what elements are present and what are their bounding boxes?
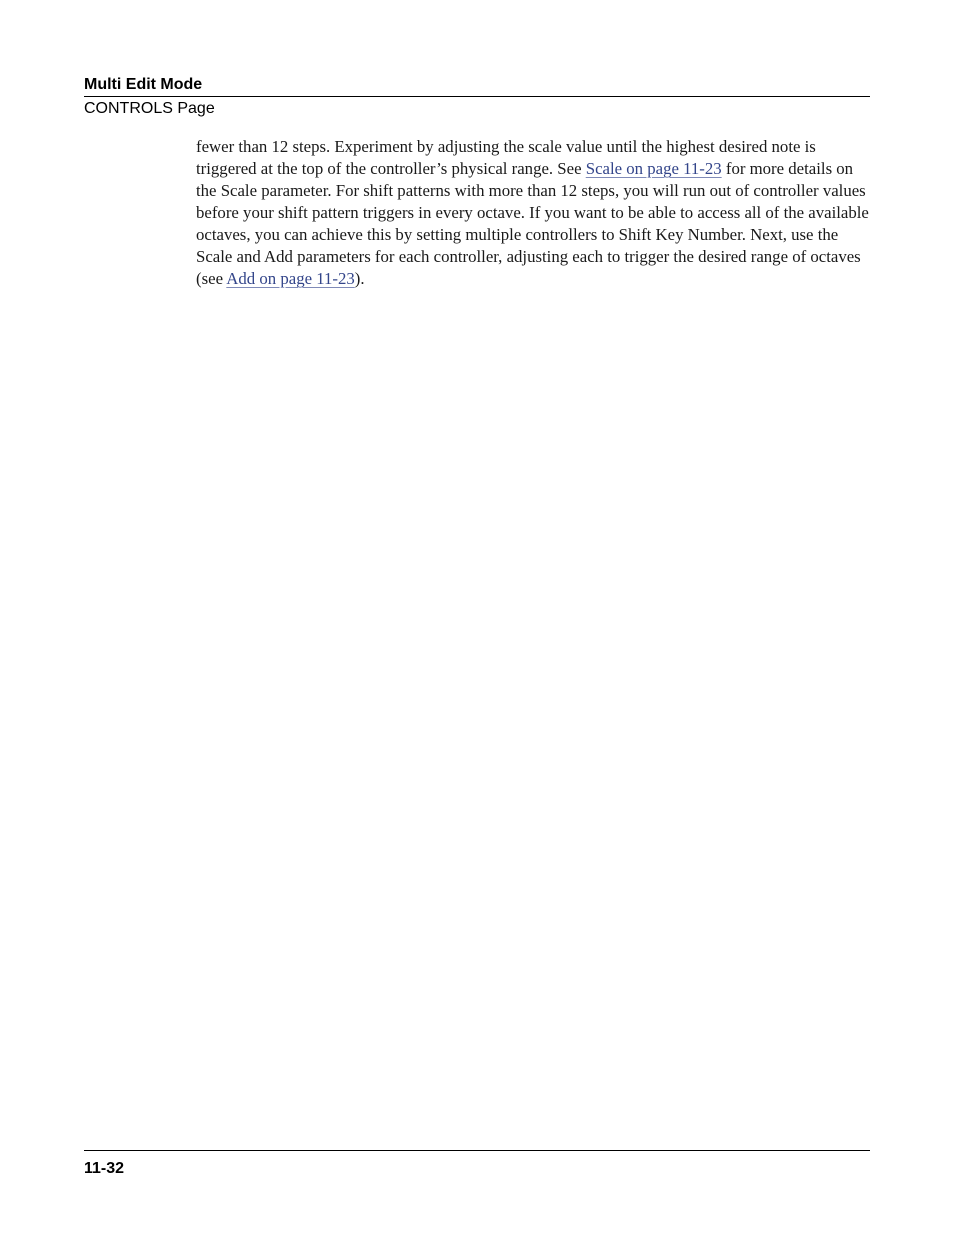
paragraph-text-1: fewer than 12 steps. Experiment by adjusting the scale value until the highest desired note is triggered at the top of the controller’s physical range. See <box>196 137 816 178</box>
page-header <box>84 75 870 120</box>
page-number: 11-32 <box>84 1160 125 1177</box>
body-paragraph <box>196 136 876 290</box>
section-title: Multi Edit Mode <box>84 75 870 97</box>
paragraph-text-2: for more details on the Scale parameter. For shift patterns with more than 12 steps, you will run out of controller values before your shift pattern triggers in every octave. If you want to be able to access all of the available octaves, you can achieve this by setting multiple controllers to Shift Key Number. Next, use the Scale and Add parameters for each controller, adjusting each to trigger the desired range of octaves (see <box>196 159 869 288</box>
add-page-link[interactable]: Add on page 11-23 <box>226 269 355 288</box>
page-name: CONTROLS Page <box>84 100 215 117</box>
scale-page-link[interactable]: Scale on page 11-23 <box>585 159 722 178</box>
page-footer <box>84 1150 870 1179</box>
paragraph-text-3: ). <box>354 269 365 288</box>
